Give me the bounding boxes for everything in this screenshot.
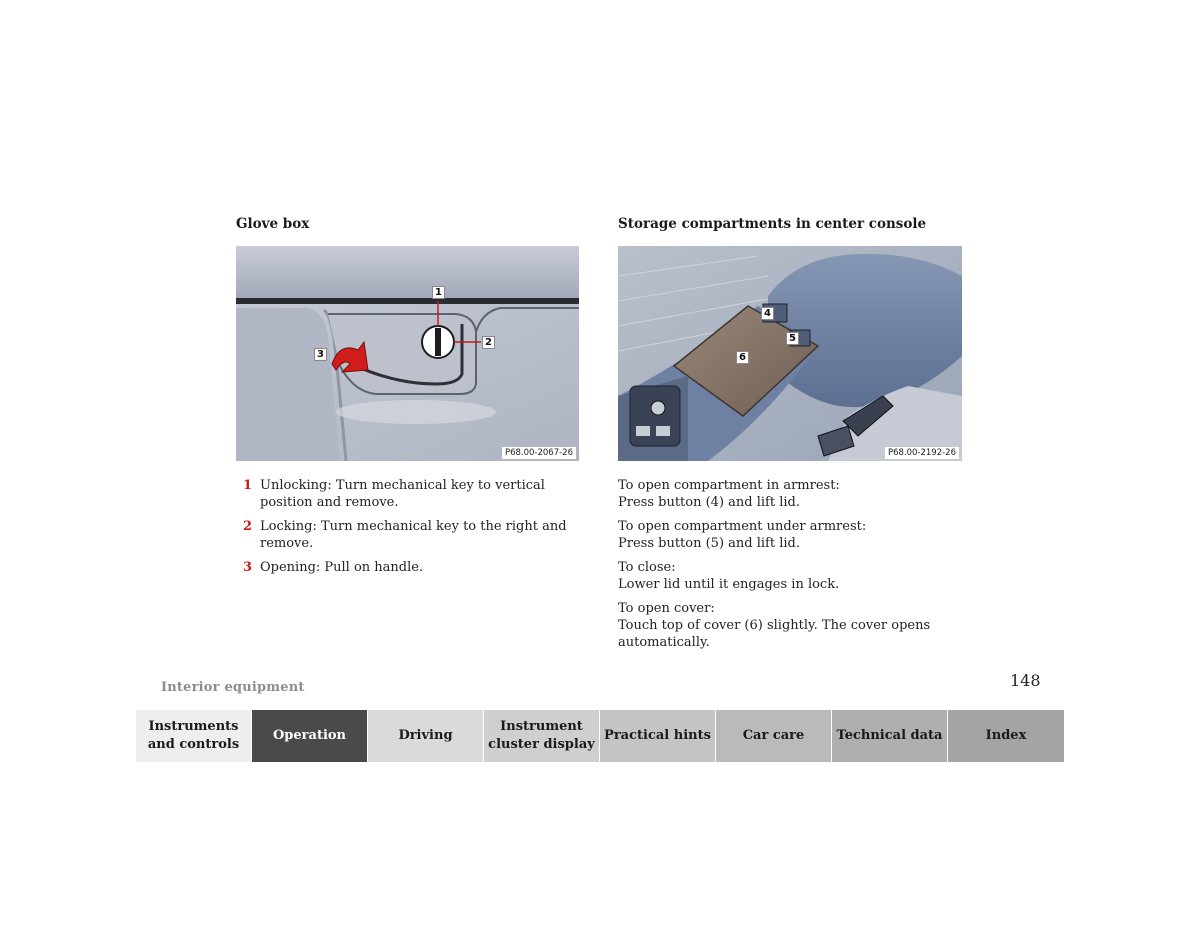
tab-driving[interactable]: Driving (368, 710, 484, 762)
tab-instruments-and-controls[interactable]: Instruments and controls (136, 710, 252, 762)
section-title: Interior equipment (161, 680, 305, 695)
instruction-paragraph (618, 518, 948, 552)
callout-2: 2 (482, 336, 495, 349)
tab-instrument-cluster-display[interactable]: Instrument cluster display (484, 710, 600, 762)
tab-practical-hints[interactable]: Practical hints (600, 710, 716, 762)
item-number: 1 (243, 478, 253, 493)
item-number: 3 (243, 560, 253, 575)
callout-3: 3 (314, 348, 327, 361)
instruction-action: Touch top of cover (6) slightly. The cover opens automatically. (618, 618, 931, 650)
instruction-action: Lower lid until it engages in lock. (618, 577, 840, 592)
instruction-condition: To open compartment under armrest: (618, 519, 867, 534)
instruction-action: Press button (4) and lift lid. (618, 495, 800, 510)
instruction-paragraph (618, 477, 948, 511)
item-text: Locking: Turn mechanical key to the right and remove. (260, 519, 567, 551)
center-console-illustration (618, 246, 962, 461)
glove-box-figure-code: P68.00-2067-26 (502, 447, 576, 459)
instruction-paragraph (618, 559, 948, 593)
chapter-tabs (136, 710, 1064, 762)
instruction-condition: To open cover: (618, 601, 715, 616)
item-number: 2 (243, 519, 253, 534)
glove-box-heading: Glove box (236, 216, 310, 232)
tab-operation[interactable]: Operation (252, 710, 368, 762)
callout-1: 1 (432, 286, 445, 299)
instruction-action: Press button (5) and lift lid. (618, 536, 800, 551)
list-item (236, 518, 586, 552)
center-console-drawing (618, 246, 962, 461)
page-number: 148 (1010, 671, 1041, 690)
tab-index[interactable]: Index (948, 710, 1064, 762)
instruction-condition: To open compartment in armrest: (618, 478, 840, 493)
callout-4: 4 (761, 307, 774, 320)
callout-5: 5 (786, 332, 799, 345)
list-item (236, 559, 586, 576)
glove-box-illustration (236, 246, 579, 461)
instruction-paragraph (618, 600, 948, 651)
glove-box-instructions (236, 477, 586, 583)
storage-instructions (618, 477, 948, 658)
center-console-figure-code: P68.00-2192-26 (885, 447, 959, 459)
glove-box-drawing (236, 246, 579, 461)
list-item (236, 477, 586, 511)
callout-6: 6 (736, 351, 749, 364)
item-text: Unlocking: Turn mechanical key to vertical position and remove. (260, 478, 545, 510)
instruction-condition: To close: (618, 560, 676, 575)
storage-heading: Storage compartments in center console (618, 216, 927, 232)
tab-car-care[interactable]: Car care (716, 710, 832, 762)
item-text: Opening: Pull on handle. (260, 560, 424, 575)
tab-technical-data[interactable]: Technical data (832, 710, 948, 762)
